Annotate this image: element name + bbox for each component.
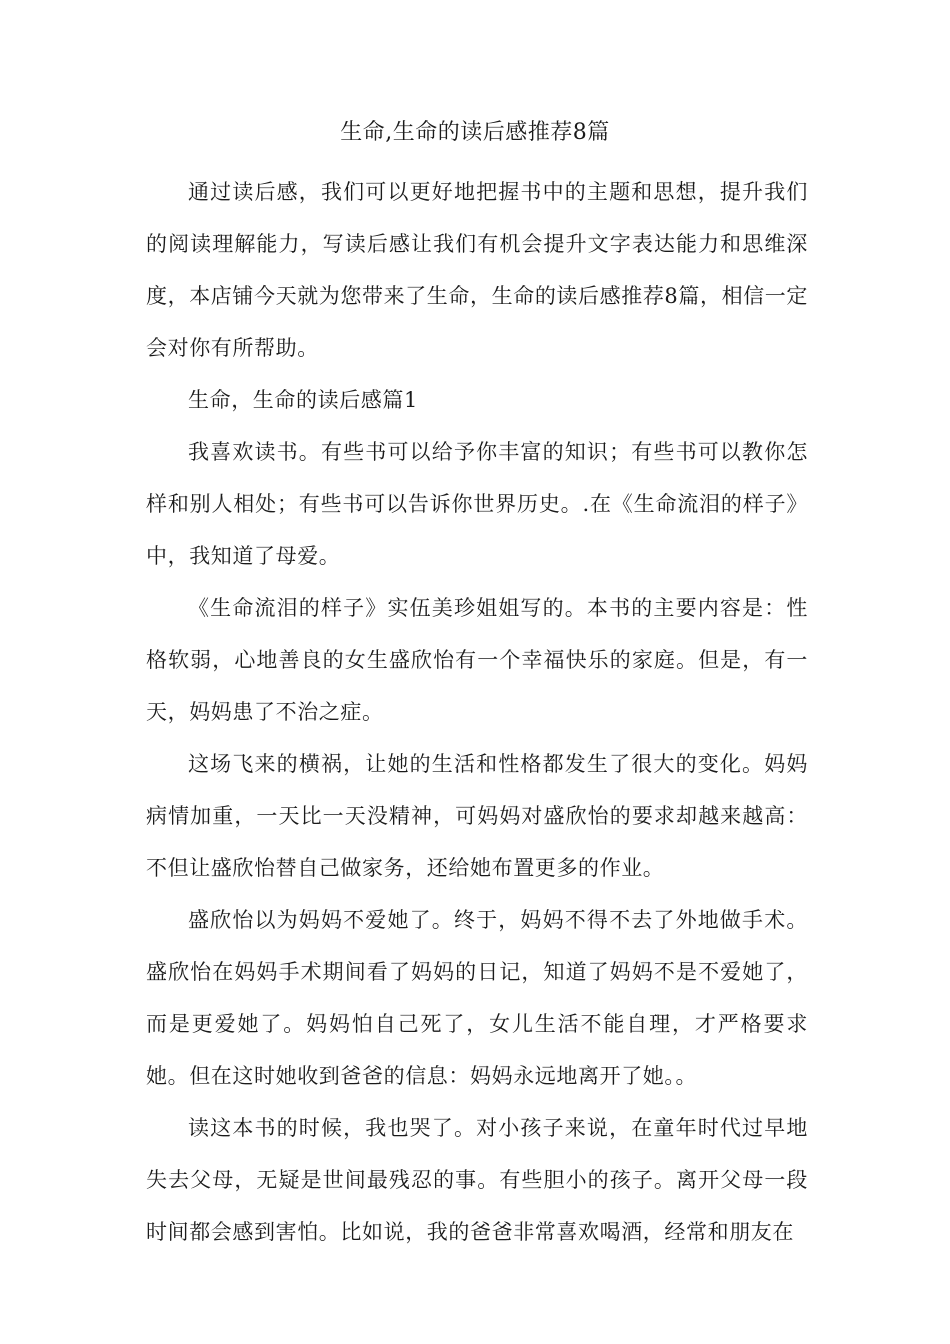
paragraph: 盛欣怡以为妈妈不爱她了。终于，妈妈不得不去了外地做手术。盛欣怡在妈妈手术期间看了妈妈的日记，知道了妈妈不是不爱她了，而是更爱她了。妈妈怕自己死了，女儿生活不能自理，才严格要求她。但在这时她收到爸爸的信息：妈妈永远地离开了她。。 [146,908,808,1088]
paragraph: 读这本书的时候，我也哭了。对小孩子来说，在童年时代过早地失去父母，无疑是世间最残忍的事。有些胆小的孩子。离开父母一段时间都会感到害怕。比如说，我的爸爸非常喜欢喝酒，经常和朋友在 [146,1116,808,1244]
paragraph: 我喜欢读书。有些书可以给予你丰富的知识；有些书可以教你怎样和别人相处；有些书可以告诉你世界历史。.在《生命流泪的样子》中，我知道了母爱。 [146,440,808,568]
paragraph-intro: 通过读后感，我们可以更好地把握书中的主题和思想，提升我们的阅读理解能力，写读后感让我们有机会提升文字表达能力和思维深度，本店铺今天就为您带来了生命，生命的读后感推荐8篇，相信一定会对你有所帮助。 [146,180,808,360]
document-body [146,166,808,1258]
paragraph: 这场飞来的横祸，让她的生活和性格都发生了很大的变化。妈妈病情加重，一天比一天没精神，可妈妈对盛欣怡的要求却越来越高：不但让盛欣怡替自己做家务，还给她布置更多的作业。 [146,752,808,880]
document-title: 生命,生命的读后感推荐8篇 [340,120,610,145]
paragraph: 《生命流泪的样子》实伍美珍姐姐写的。本书的主要内容是：性格软弱，心地善良的女生盛欣怡有一个幸福快乐的家庭。但是，有一天，妈妈患了不治之症。 [146,596,808,724]
section-heading: 生命，生命的读后感篇1 [188,388,418,412]
